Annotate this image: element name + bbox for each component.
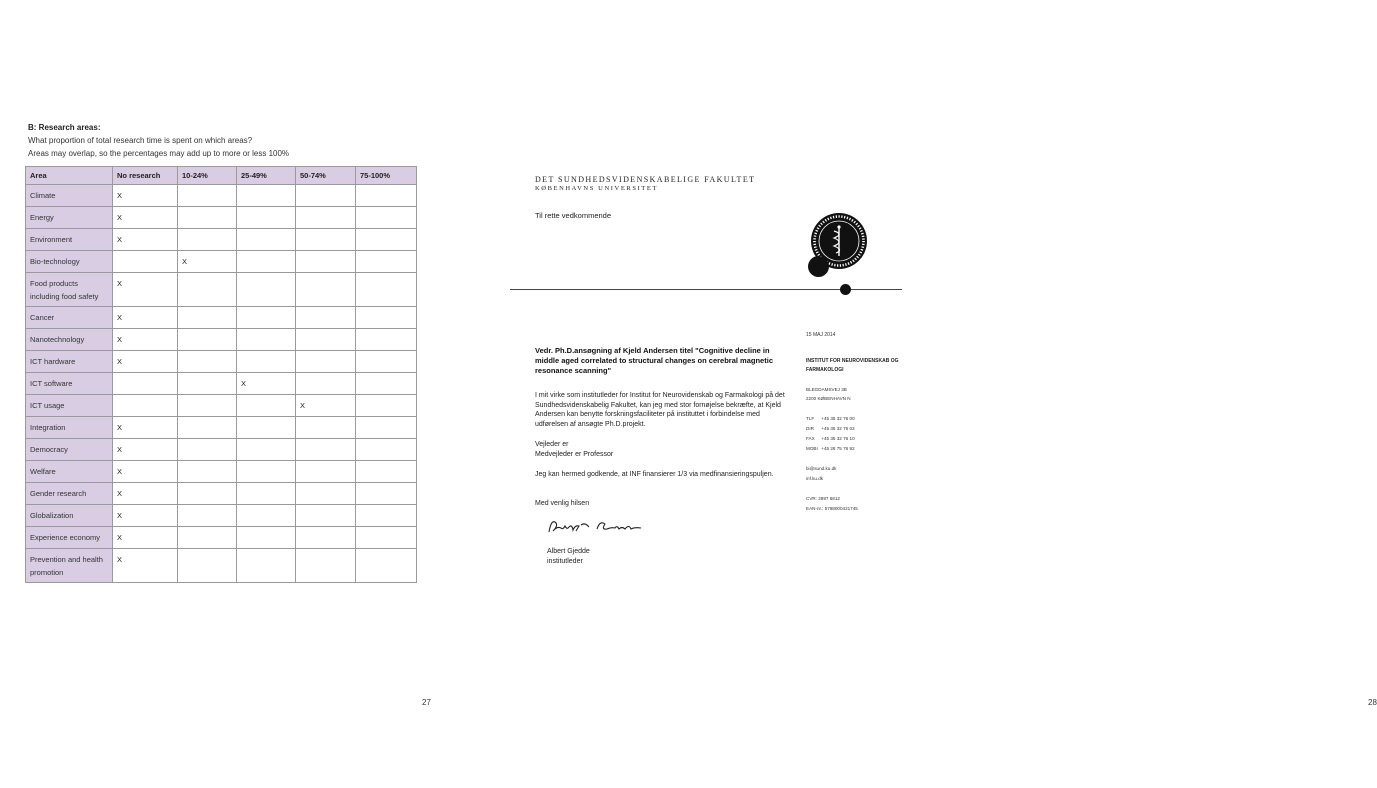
table-row [26,351,417,373]
mark-cell [237,439,296,461]
mark-cell [178,483,237,505]
mark-cell [356,273,417,307]
decorative-dot-small [840,284,851,295]
area-cell: Integration [26,417,113,439]
letter-date: 15 MAJ 2014 [806,332,836,338]
mark-cell [356,251,417,273]
mark-cell [237,505,296,527]
mark-cell [296,439,356,461]
mark-cell [178,461,237,483]
header-no-research: No research [113,167,178,185]
mark-cell [237,483,296,505]
area-cell: Nanotechnology [26,329,113,351]
contact-mobile [806,446,855,451]
contact-email: bi@sund.ku.dk [806,466,837,471]
table-row [26,307,417,329]
mark-cell: X [113,307,178,329]
area-cell: Gender research [26,483,113,505]
mark-cell [356,483,417,505]
mark-cell: X [237,373,296,395]
mark-cell: X [113,273,178,307]
mark-cell: X [113,329,178,351]
mark-cell [237,207,296,229]
contact-label: MOBI [806,446,818,451]
table-row [26,251,417,273]
contact-value: +45 28 75 76 92 [821,446,855,451]
university-name: KØBENHAVNS UNIVERSITET [535,185,659,192]
area-cell: ICT software [26,373,113,395]
mark-cell [237,185,296,207]
area-cell: Bio-technology [26,251,113,273]
salutation: Til rette vedkommende [535,211,612,220]
financing-paragraph: Jeg kan hermed godkende, at INF finansierer 1/3 via medfinansieringspuljen. [535,471,774,478]
mark-cell [237,351,296,373]
contact-phone [806,416,855,421]
contact-value: +45 35 32 76 10 [821,436,855,441]
mark-cell [296,307,356,329]
contact-value: +45 35 32 76 02 [821,426,855,431]
mark-cell: X [113,351,178,373]
table-row [26,505,417,527]
mark-cell [178,439,237,461]
mark-cell [178,307,237,329]
mark-cell [356,395,417,417]
mark-cell [178,373,237,395]
mark-cell [296,207,356,229]
letter-closing: Med venlig hilsen [535,500,590,507]
area-cell: ICT usage [26,395,113,417]
area-cell: Welfare [26,461,113,483]
mark-cell: X [113,483,178,505]
mark-cell [237,417,296,439]
mark-cell: X [113,439,178,461]
area-cell: Experience economy [26,527,113,549]
research-areas-table [25,166,417,583]
mark-cell [178,549,237,583]
header-75-100: 75-100% [356,167,417,185]
right-page [470,0,1377,788]
mark-cell [296,461,356,483]
mark-cell [296,273,356,307]
mark-cell [296,549,356,583]
mark-cell [178,351,237,373]
decorative-dot-large [808,256,829,277]
mark-cell [237,549,296,583]
mark-cell [178,395,237,417]
table-row [26,417,417,439]
mark-cell: X [113,527,178,549]
header-50-74: 50-74% [296,167,356,185]
area-cell: Democracy [26,439,113,461]
mark-cell [356,307,417,329]
contact-direct [806,426,855,431]
mark-cell [356,351,417,373]
mark-cell: X [113,229,178,251]
mark-cell [113,373,178,395]
mark-cell [113,251,178,273]
area-cell: Energy [26,207,113,229]
mark-cell: X [178,251,237,273]
table-row [26,229,417,251]
mark-cell [356,549,417,583]
table-row [26,549,417,583]
mark-cell: X [113,505,178,527]
mark-cell [237,395,296,417]
table-row [26,527,417,549]
mark-cell [356,505,417,527]
address-line-1: BLEGDAMSVEJ 3B [806,387,847,392]
table-header-row [26,167,417,185]
letter-subject: Vedr. Ph.D.ansøgning af Kjeld Andersen titel "Cognitive decline in middle aged correlated to structural changes on cerebral magnetic resonance scanning" [535,346,773,375]
ean-number: EAN-nr.: 5798000421745 [806,506,858,511]
mark-cell [178,505,237,527]
mark-cell [296,417,356,439]
table-row [26,329,417,351]
signature-icon [545,516,650,538]
mark-cell [296,527,356,549]
contact-label: TLF [806,416,815,421]
mark-cell: X [113,417,178,439]
mark-cell: X [113,185,178,207]
mark-cell [178,417,237,439]
mark-cell [356,527,417,549]
mark-cell [356,229,417,251]
mark-cell [237,527,296,549]
mark-cell [296,373,356,395]
table-row [26,395,417,417]
mark-cell [178,229,237,251]
mark-cell [356,207,417,229]
area-cell: Food products including food safety [26,273,113,307]
table-row [26,439,417,461]
mark-cell [113,395,178,417]
area-cell: Globalization [26,505,113,527]
mark-cell [237,461,296,483]
intro-line-2: Areas may overlap, so the percentages may add up to more or less 100% [28,149,290,158]
signer-name: Albert Gjedde [547,548,590,555]
mark-cell [178,273,237,307]
area-cell: Prevention and health promotion [26,549,113,583]
page-number-left: 27 [422,698,431,707]
area-cell: Environment [26,229,113,251]
header-area: Area [26,167,113,185]
mark-cell [296,483,356,505]
mark-cell [296,505,356,527]
mark-cell [237,307,296,329]
mark-cell [178,527,237,549]
contact-label: FAX [806,436,815,441]
signer-title: institutleder [547,558,583,565]
supervisor-block [535,440,613,459]
mark-cell: X [296,395,356,417]
table-row [26,483,417,505]
area-cell: ICT hardware [26,351,113,373]
mark-cell [356,461,417,483]
left-page [0,0,470,788]
area-cell: Climate [26,185,113,207]
mark-cell [356,439,417,461]
contact-web: inf.ku.dk [806,476,824,481]
mark-cell [296,251,356,273]
page-number-right: 28 [1368,698,1377,707]
mark-cell [237,273,296,307]
table-row [26,207,417,229]
mark-cell [237,229,296,251]
table-row [26,461,417,483]
mark-cell [356,329,417,351]
mark-cell [296,351,356,373]
institute-name: INSTITUT FOR NEUROVIDENSKAB OG FARMAKOLOGI [806,358,899,373]
mark-cell [296,229,356,251]
address-line-2: 2200 KØBENHAVN N [806,396,851,401]
mark-cell [296,185,356,207]
intro-line-1: What proportion of total research time is spent on which areas? [28,136,253,145]
contact-fax [806,436,855,441]
co-supervisor-line: Medvejleder er Professor [535,450,614,458]
mark-cell [178,185,237,207]
mark-cell [356,185,417,207]
mark-cell [296,329,356,351]
contact-label: DIR [806,426,814,431]
mark-cell: X [113,207,178,229]
faculty-name: DET SUNDHEDSVIDENSKABELIGE FAKULTET [535,175,756,184]
table-row [26,185,417,207]
mark-cell [237,251,296,273]
contact-value: +45 35 32 76 00 [821,416,855,421]
mark-cell [178,207,237,229]
supervisor-line: Vejleder er [535,441,569,448]
mark-cell [178,329,237,351]
mark-cell [356,417,417,439]
mark-cell: X [113,549,178,583]
table-row [26,273,417,307]
table-row [26,373,417,395]
header-25-49: 25-49% [237,167,296,185]
area-cell: Cancer [26,307,113,329]
mark-cell [237,329,296,351]
cvr-number: CVR: 2997 6812 [806,496,840,501]
mark-cell: X [113,461,178,483]
section-heading: B: Research areas: [28,123,101,132]
mark-cell [356,373,417,395]
header-10-24: 10-24% [178,167,237,185]
letter-body: I mit virke som institutleder for Institut for Neurovidenskab og Farmakologi på det Sundhedsvidenskabelig Fakultet, kan jeg med stor fornøjelse bekræfte, at Kjeld Andersen kan benytte forskningsfaciliteter på instituttet i forbindelse med udførelsen af ansøgte Ph.D.projekt. [535,392,785,428]
